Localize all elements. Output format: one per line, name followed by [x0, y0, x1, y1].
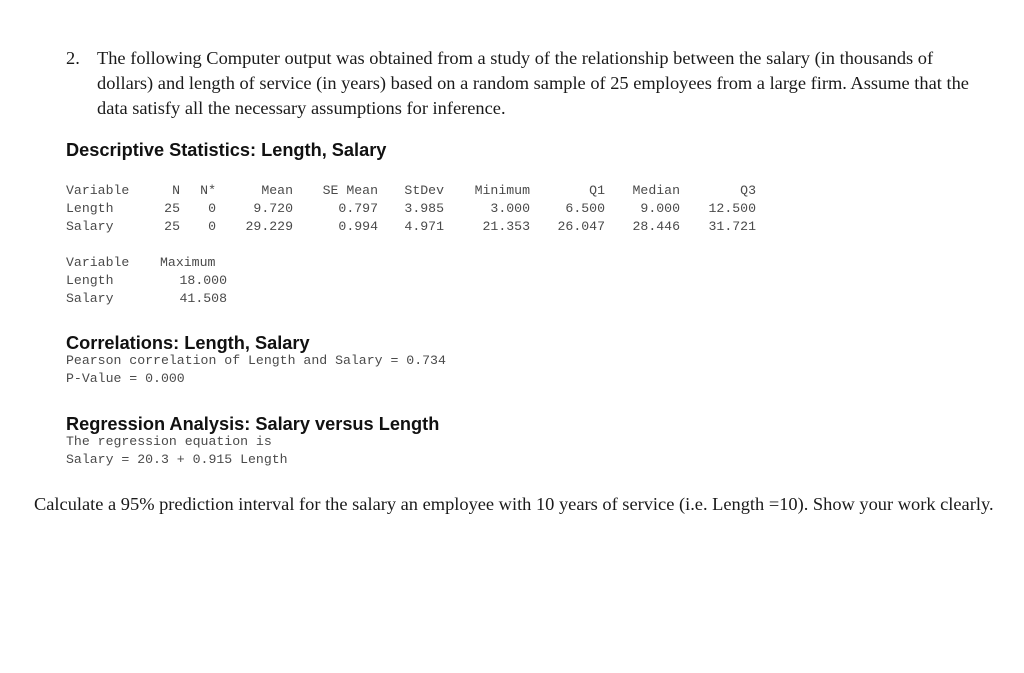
- cell-q3: 12.500: [708, 201, 756, 216]
- descriptive-row-salary: [0, 218, 756, 236]
- cell-nstar: 0: [208, 219, 216, 234]
- cell-stdev: 3.985: [404, 201, 444, 216]
- col-minimum: Minimum: [474, 183, 530, 198]
- regression-heading: Regression Analysis: Salary versus Length: [66, 414, 440, 434]
- cell-mean: 9.720: [253, 201, 293, 216]
- col-n: N: [172, 183, 180, 198]
- descriptive-table: [0, 182, 1024, 238]
- cell-maximum: 18.000: [179, 273, 227, 288]
- col-stdev: StDev: [404, 183, 444, 198]
- descriptive-row-length: [0, 200, 756, 218]
- cell-minimum: 3.000: [490, 201, 530, 216]
- descriptive-heading: Descriptive Statistics: Length, Salary: [66, 140, 387, 160]
- cell-minimum: 21.353: [482, 219, 530, 234]
- task-text: Calculate a 95% prediction interval for the salary an employee with 10 years of service (i.e. Length =10). Show your work clearly.: [34, 494, 994, 514]
- descriptive-header-row: [0, 182, 756, 200]
- col-maximum: Maximum: [160, 255, 216, 270]
- regression-equation-line: Salary = 20.3 + 0.915 Length: [66, 452, 288, 467]
- cell-mean: 29.229: [245, 219, 293, 234]
- col-variable: Variable: [66, 183, 130, 198]
- cell-variable: Salary: [66, 219, 114, 234]
- cell-n: 25: [164, 201, 180, 216]
- col-q1: Q1: [589, 183, 605, 198]
- cell-nstar: 0: [208, 201, 216, 216]
- maximum-row-salary: [0, 290, 227, 308]
- col-mean: Mean: [261, 183, 293, 198]
- descriptive-table-maximum: [0, 254, 1024, 310]
- cell-q1: 26.047: [557, 219, 605, 234]
- correlation-line: Pearson correlation of Length and Salary = 0.734: [66, 353, 446, 368]
- col-se-mean: SE Mean: [322, 183, 378, 198]
- cell-variable: Length: [66, 201, 114, 216]
- cell-variable: Salary: [66, 291, 114, 306]
- p-value-line: P-Value = 0.000: [66, 371, 185, 386]
- cell-maximum: 41.508: [179, 291, 227, 306]
- cell-se-mean: 0.797: [338, 201, 378, 216]
- cell-variable: Length: [66, 273, 114, 288]
- question-text: The following Computer output was obtained from a study of the relationship between the salary (in thousands of dollars) and length of service (in years) based on a random sample of 25 employees from a large firm. Assume that the data satisfy all the necessary assumptions for inference.: [97, 48, 969, 118]
- cell-q1: 6.500: [565, 201, 605, 216]
- cell-se-mean: 0.994: [338, 219, 378, 234]
- col-nstar: N*: [200, 183, 216, 198]
- cell-stdev: 4.971: [404, 219, 444, 234]
- cell-n: 25: [164, 219, 180, 234]
- col-median: Median: [632, 183, 680, 198]
- question-number: 2.: [66, 48, 80, 68]
- cell-median: 9.000: [640, 201, 680, 216]
- correlations-heading: Correlations: Length, Salary: [66, 333, 310, 353]
- col-q3: Q3: [740, 183, 756, 198]
- maximum-header-row: [0, 254, 216, 272]
- maximum-row-length: [0, 272, 227, 290]
- cell-q3: 31.721: [708, 219, 756, 234]
- cell-median: 28.446: [632, 219, 680, 234]
- regression-intro-line: The regression equation is: [66, 434, 272, 449]
- col-variable: Variable: [66, 255, 130, 270]
